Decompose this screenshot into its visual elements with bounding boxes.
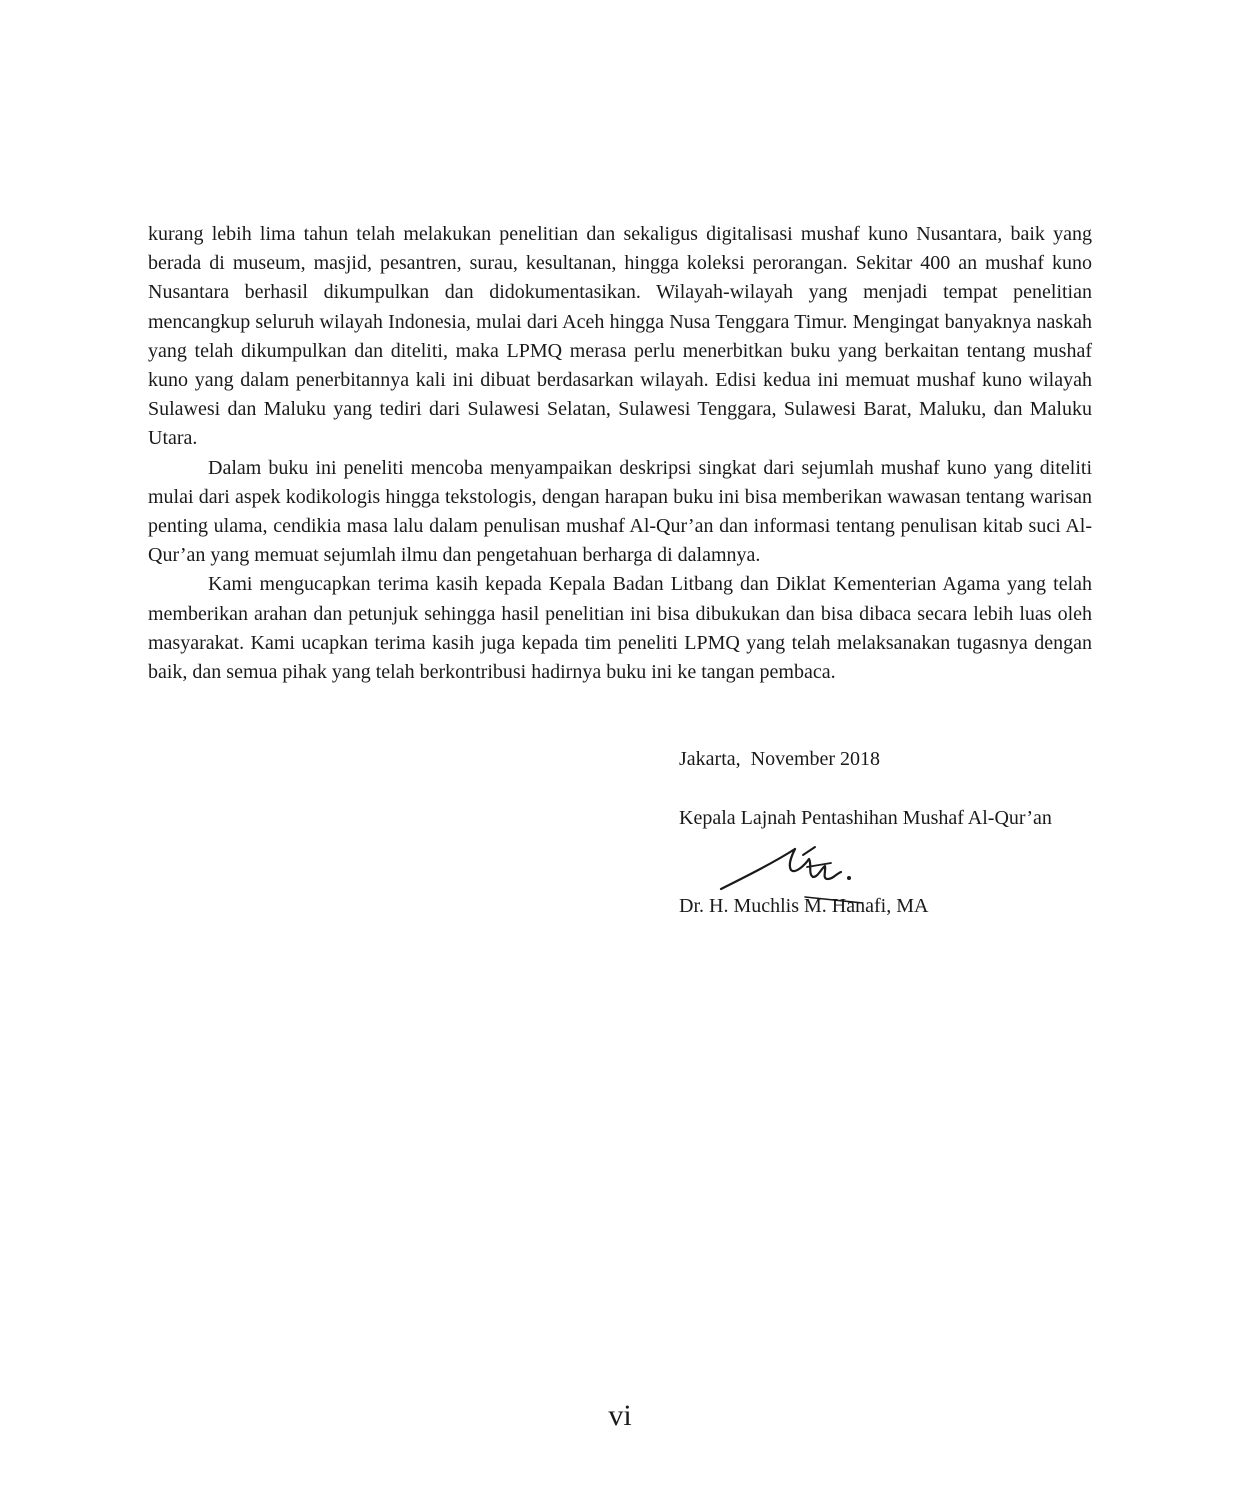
position-title: Kepala Lajnah Pentashihan Mushaf Al-Qur’an (679, 807, 1052, 829)
signer-name: Dr. H. Muchlis M. Hanafi, MA (679, 895, 929, 917)
paragraph-research-description: Dalam buku ini peneliti mencoba menyampaikan deskripsi singkat dari sejumlah mushaf kuno yang diteliti mulai dari aspek kodikologis hingga tekstologis, dengan harapan buku ini bisa memberikan wawasan tentang warisan penting ulama, cendikia masa lalu dalam penulisan mushaf Al-Qur’an dan informasi tentang penulisan kitab suci Al-Qur’an yang memuat sejumlah ilmu dan pengetahuan berharga di dalamnya. (148, 456, 1092, 567)
paragraph-continued: kurang lebih lima tahun telah melakukan penelitian dan sekaligus digitalisasi mushaf kuno Nusantara, baik yang berada di museum, masjid, pesantren, surau, kesultanan, hingga koleksi perorangan. Sekitar 400 an mushaf kuno Nusantara berhasil dikumpulkan dan didokumentasikan. Wilayah-wilayah yang menjadi tempat penelitian mencangkup seluruh wilayah Indonesia, mulai dari Aceh hingga Nusa Tenggara Timur. Mengingat banyaknya naskah yang telah dikumpulkan dan diteliti, maka LPMQ merasa perlu menerbitkan buku yang berkaitan tentang mushaf kuno yang dalam penerbitannya kali ini dibuat berdasarkan wilayah. Edisi kedua ini memuat mushaf kuno wilayah Sulawesi dan Maluku yang tediri dari Sulawesi Selatan, Sulawesi Tenggara, Sulawesi Barat, Maluku, dan Maluku Utara. (148, 223, 1092, 450)
place-date: Jakarta, November 2018 (679, 748, 881, 770)
body-text (148, 220, 1092, 687)
paragraph-acknowledgement: Kami mengucapkan terima kasih kepada Kepala Badan Litbang dan Diklat Kementerian Agama yang telah memberikan arahan dan petunjuk sehingga hasil penelitian ini bisa dibukukan dan bisa dibaca secara lebih luas oleh masyarakat. Kami ucapkan terima kasih juga kepada tim peneliti LPMQ yang telah melaksanakan tugasnya dengan baik, dan semua pihak yang telah berkontribusi hadirnya buku ini ke tangan pembaca. (148, 573, 1092, 684)
page-number: vi (608, 1399, 632, 1432)
